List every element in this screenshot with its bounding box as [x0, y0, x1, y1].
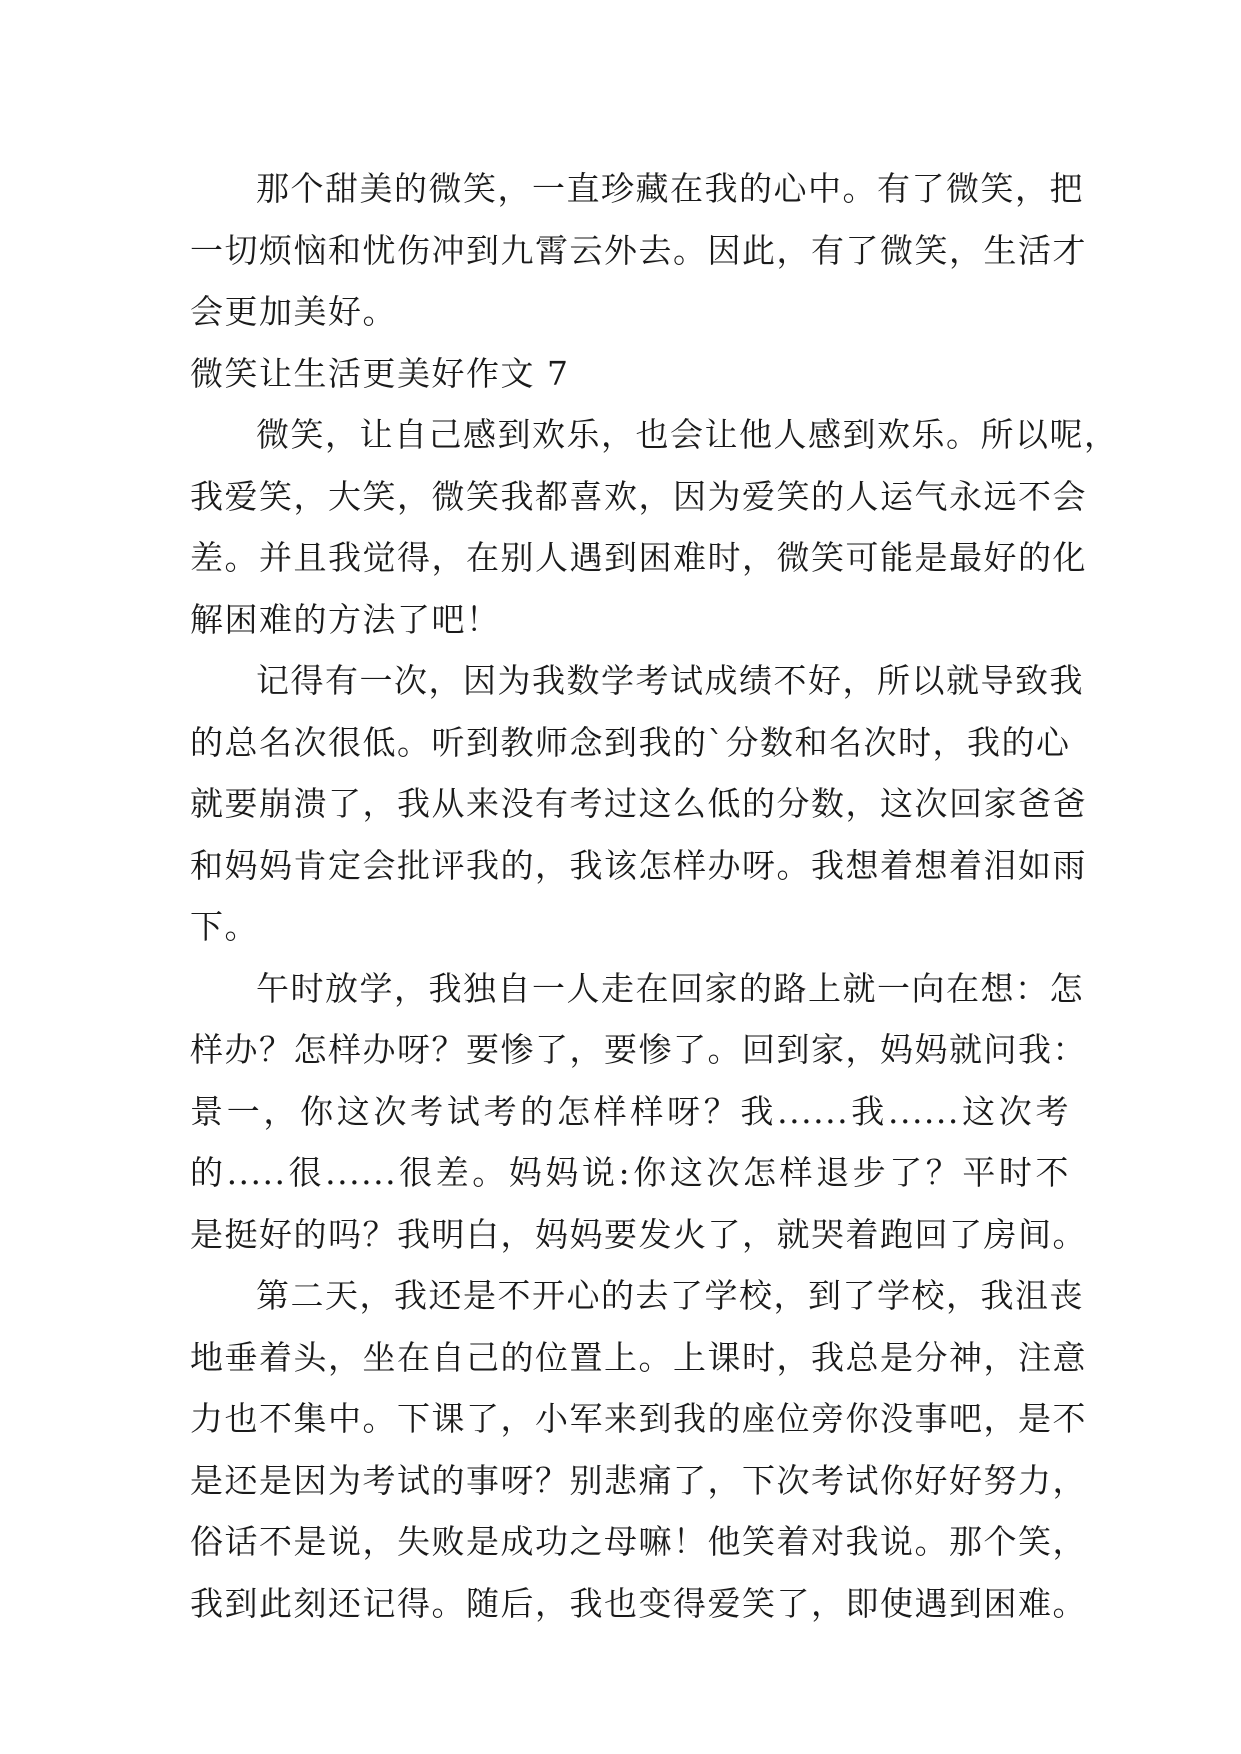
text-line: 会更加美好。	[190, 292, 397, 331]
text-line: 和妈妈肯定会批评我的，我该怎样办呀。我想着想着泪如雨	[190, 845, 1087, 885]
text-line: 样办？怎样办呀？要惨了，要惨了。回到家，妈妈就问我：	[190, 1030, 1087, 1069]
text-line: 俗话不是说，失败是成功之母嘛！他笑着对我说。那个笑，	[190, 1522, 1087, 1561]
text-line: 地垂着头，坐在自己的位置上。上课时，我总是分神，注意	[190, 1337, 1087, 1377]
text-line: 是挺好的吗？我明白，妈妈要发火了，就哭着跑回了房间。	[190, 1214, 1087, 1254]
text-line: 我到此刻还记得。随后，我也变得爱笑了，即使遇到困难。	[190, 1583, 1087, 1623]
text-line: 就要崩溃了，我从来没有考过这么低的分数，这次回家爸爸	[190, 784, 1087, 823]
text-line: 一切烦恼和忧伤冲到九霄云外去。因此，有了微笑，生活才	[190, 230, 1087, 270]
text-line: 午时放学，我独自一人走在回家的路上就一向在想：怎	[256, 968, 1084, 1008]
essay-body	[190, 158, 1119, 1634]
text-line: 差。并且我觉得，在别人遇到困难时，微笑可能是最好的化	[190, 538, 1087, 577]
text-line: 解困难的方法了吧！	[190, 599, 501, 639]
text-line: 是还是因为考试的事呀？别悲痛了，下次考试你好好努力，	[190, 1460, 1087, 1500]
text-line: 记得有一次，因为我数学考试成绩不好，所以就导致我	[256, 661, 1084, 700]
text-line: 的总名次很低。听到教师念到我的`分数和名次时，我的心	[190, 722, 1071, 762]
text-line: 我爱笑，大笑，微笑我都喜欢，因为爱笑的人运气永远不会	[190, 476, 1087, 516]
text-line: 的.....很......很差。妈妈说:你这次怎样退步了？平时不	[190, 1153, 1070, 1192]
text-line: 第二天，我还是不开心的去了学校，到了学校，我沮丧	[256, 1276, 1084, 1315]
text-line: 景一，你这次考试考的怎样样呀？我......我......这次考	[190, 1091, 1070, 1131]
section-heading: 微笑让生活更美好作文 7	[190, 353, 570, 393]
text-line: 微笑，让自己感到欢乐，也会让他人感到欢乐。所以呢，	[256, 415, 1119, 454]
text-line: 下。	[190, 907, 259, 946]
text-line: 力也不集中。下课了，小军来到我的座位旁你没事吧，是不	[190, 1399, 1087, 1438]
text-line: 那个甜美的微笑，一直珍藏在我的心中。有了微笑，把	[256, 169, 1084, 208]
